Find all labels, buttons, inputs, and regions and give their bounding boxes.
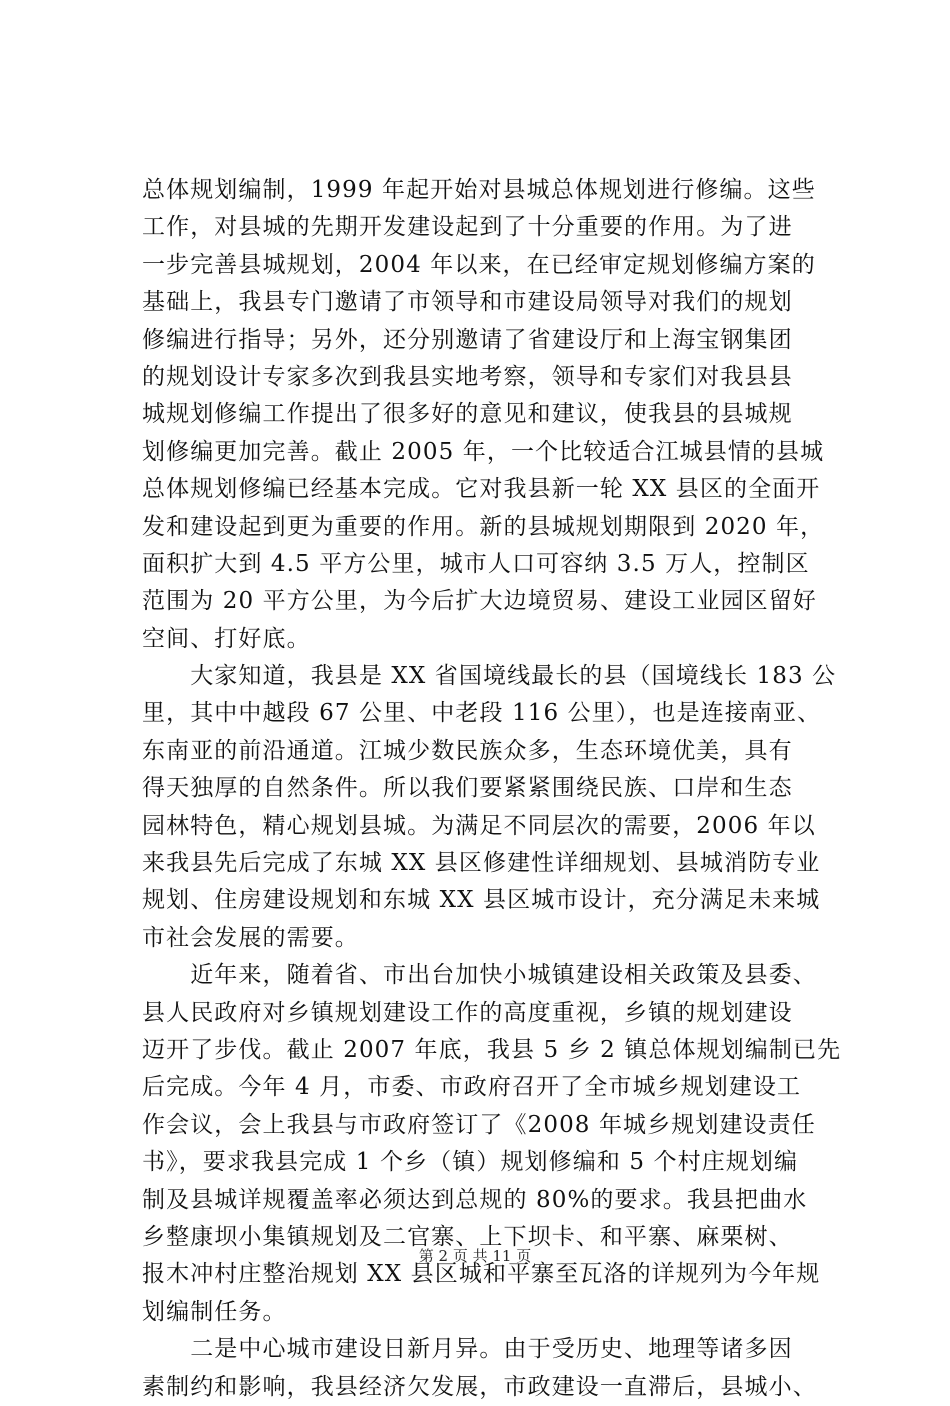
text-line: 大家知道，我县是 XX 省国境线最长的县（国境线长 183 公 [142, 663, 837, 690]
text-line: 里，其中中越段 67 公里、中老段 116 公里），也是连接南亚、 [142, 700, 822, 727]
text-line: 素制约和影响，我县经济欠发展，市政建设一直滞后，县城小、 [142, 1373, 817, 1400]
text-line: 报木冲村庄整治规划 XX 县区城和平寨至瓦洛的详规列为今年规 [142, 1261, 821, 1288]
text-line: 面积扩大到 4.5 平方公里，城市人口可容纳 3.5 万人，控制区 [142, 550, 810, 577]
text-line: 划修编更加完善。截止 2005 年，一个比较适合江城县情的县城 [142, 438, 825, 465]
text-line: 迈开了步伐。截止 2007 年底，我县 5 乡 2 镇总体规划编制已先 [142, 1036, 842, 1063]
text-line: 的规划设计专家多次到我县实地考察，领导和专家们对我县县 [142, 363, 793, 390]
text-line: 制及县城详规覆盖率必须达到总规的 80%的要求。我县把曲水 [142, 1186, 808, 1213]
text-line: 发和建设起到更为重要的作用。新的县城规划期限到 2020 年， [142, 513, 825, 540]
text-line: 总体规划修编已经基本完成。它对我县新一轮 XX 县区的全面开 [142, 476, 821, 503]
text-line: 规划、住房建设规划和东城 XX 县区城市设计，充分满足未来城 [142, 887, 821, 914]
text-line: 得天独厚的自然条件。所以我们要紧紧围绕民族、口岸和生态 [142, 775, 793, 802]
text-line: 划编制任务。 [142, 1298, 287, 1325]
text-line: 市社会发展的需要。 [142, 924, 359, 951]
text-line: 乡整康坝小集镇规划及二官寨、上下坝卡、和平寨、麻栗树、 [142, 1223, 793, 1250]
body-text [142, 172, 842, 1406]
text-line: 工作，对县城的先期开发建设起到了十分重要的作用。为了进 [142, 214, 793, 241]
page-number-footer: 第 2 页 共 11 页 [418, 1247, 532, 1265]
text-line: 总体规划编制，1999 年起开始对县城总体规划进行修编。这些 [142, 177, 816, 203]
text-line: 后完成。今年 4 月，市委、市政府召开了全市城乡规划建设工 [142, 1074, 802, 1101]
text-line: 二是中心城市建设日新月异。由于受历史、地理等诸多因 [142, 1336, 793, 1363]
text-line: 城规划修编工作提出了很多好的意见和建议，使我县的县城规 [142, 401, 793, 428]
text-line: 空间、打好底。 [142, 625, 311, 652]
text-line: 修编进行指导；另外，还分别邀请了省建设厅和上海宝钢集团 [142, 326, 793, 353]
text-line: 来我县先后完成了东城 XX 县区修建性详细规划、县城消防专业 [142, 850, 821, 877]
text-line: 县人民政府对乡镇规划建设工作的高度重视，乡镇的规划建设 [142, 999, 793, 1026]
text-line: 东南亚的前沿通道。江城少数民族众多，生态环境优美，具有 [142, 737, 793, 764]
text-line: 书》，要求我县完成 1 个乡（镇）规划修编和 5 个村庄规划编 [142, 1149, 799, 1176]
text-line: 范围为 20 平方公里，为今后扩大边境贸易、建设工业园区留好 [142, 588, 817, 615]
text-line: 作会议，会上我县与市政府签订了《2008 年城乡规划建设责任 [142, 1111, 816, 1138]
text-line: 近年来，随着省、市出台加快小城镇建设相关政策及县委、 [142, 962, 817, 989]
text-line: 基础上，我县专门邀请了市领导和市建设局领导对我们的规划 [142, 289, 793, 316]
text-line: 园林特色，精心规划县城。为满足不同层次的需要，2006 年以 [142, 812, 816, 839]
text-line: 一步完善县城规划，2004 年以来，在已经审定规划修编方案的 [142, 251, 816, 278]
